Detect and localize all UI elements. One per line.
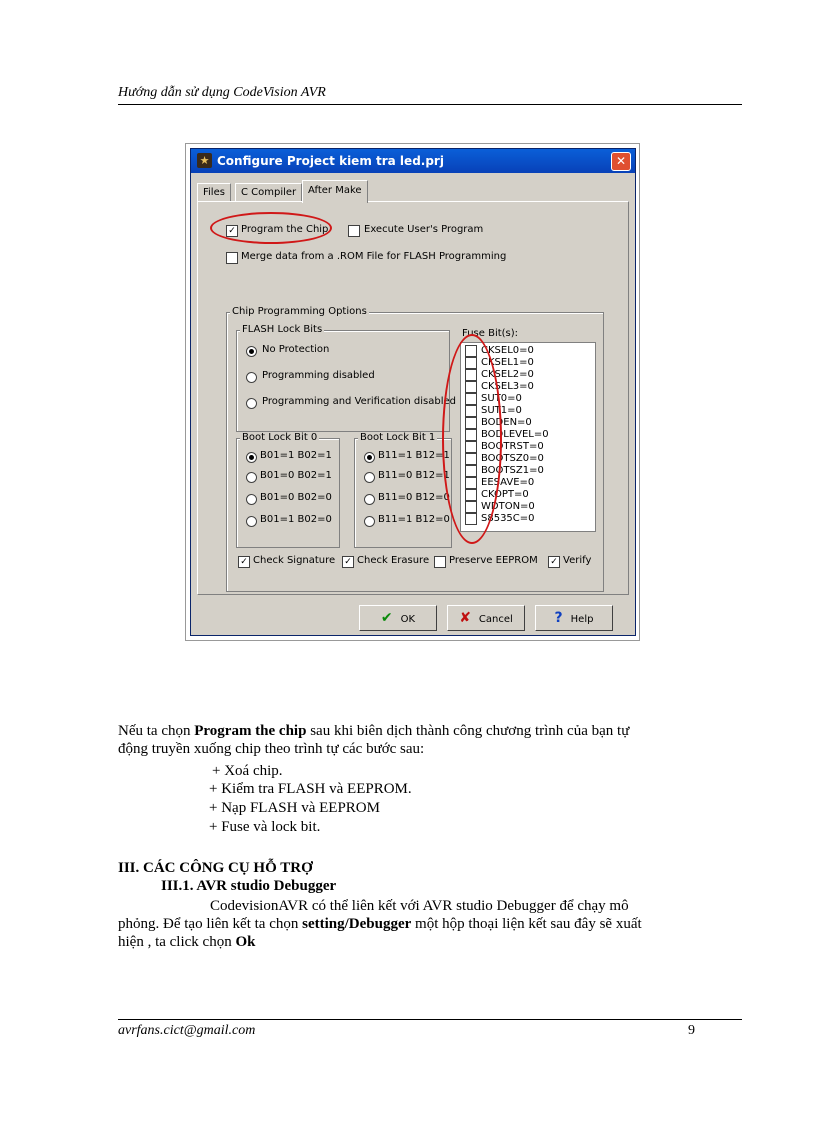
- program-chip-highlight: [210, 212, 332, 244]
- tab-page: [197, 201, 629, 595]
- prog-verif-disabled-label: Programming and Verification disabled: [262, 396, 457, 407]
- fuse-bits-title: Fuse Bit(s):: [462, 328, 519, 339]
- footer-email: avrfans.cict@gmail.com: [118, 1023, 256, 1038]
- help-label: Help: [570, 614, 594, 625]
- p1-text-a: Nếu ta chọn: [118, 723, 195, 739]
- fuse-item[interactable]: BODLEVEL=0: [465, 429, 477, 442]
- tab-after-make[interactable]: After Make: [302, 180, 368, 203]
- boot1-radio-3[interactable]: [364, 494, 375, 505]
- tab-c-compiler[interactable]: C Compiler: [235, 183, 302, 202]
- header-rule: [118, 104, 742, 105]
- fuse-item[interactable]: BOOTSZ1=0: [465, 465, 477, 478]
- cross-icon: ✘: [459, 610, 471, 626]
- boot-lock-1-title: Boot Lock Bit 1: [360, 432, 436, 443]
- help-button[interactable]: [535, 605, 613, 631]
- step-3: + Nạp FLASH và EEPROM: [209, 800, 380, 816]
- p2-text-e: hiện , ta click chọn: [118, 934, 236, 950]
- fuse-item[interactable]: S8535C=0: [465, 513, 477, 526]
- boot0-label-4: B01=1 B02=0: [260, 514, 332, 525]
- cancel-label: Cancel: [478, 614, 513, 625]
- verify-checkbox[interactable]: ✓: [548, 556, 560, 568]
- boot1-radio-1[interactable]: [364, 452, 375, 463]
- no-protection-radio[interactable]: [246, 346, 257, 357]
- ok-button[interactable]: [359, 605, 437, 631]
- no-protection-label: No Protection: [262, 344, 330, 355]
- fuse-item[interactable]: BOOTSZ0=0: [465, 453, 477, 466]
- p2-text-b: phỏng. Để tạo liên kết ta chọn: [118, 916, 303, 932]
- flash-lock-title: FLASH Lock Bits: [242, 324, 323, 335]
- fuse-item[interactable]: SUT1=0: [465, 405, 477, 418]
- fuse-item[interactable]: BODEN=0: [465, 417, 477, 430]
- boot0-radio-3[interactable]: [246, 494, 257, 505]
- boot1-label-2: B11=0 B12=1: [378, 470, 450, 481]
- boot1-label-1: B11=1 B12=1: [378, 450, 450, 461]
- verify-label: Verify: [563, 555, 592, 566]
- boot-lock-0-title: Boot Lock Bit 0: [242, 432, 318, 443]
- app-icon: ★: [197, 153, 212, 168]
- programming-disabled-radio[interactable]: [246, 372, 257, 383]
- title-bar: [191, 149, 635, 173]
- fuse-item[interactable]: EESAVE=0: [465, 477, 477, 490]
- fuse-item[interactable]: CKOPT=0: [465, 489, 477, 502]
- boot1-radio-4[interactable]: [364, 516, 375, 527]
- chip-options-title: Chip Programming Options: [232, 306, 367, 317]
- p2-bold-ok: Ok: [235, 934, 256, 950]
- check-erasure-checkbox[interactable]: ✓: [342, 556, 354, 568]
- p1-bold: Program the chip: [194, 723, 307, 739]
- subsection-heading: III.1. AVR studio Debugger: [161, 878, 337, 894]
- step-4: + Fuse và lock bit.: [209, 819, 321, 835]
- cancel-button[interactable]: [447, 605, 525, 631]
- programming-disabled-label: Programming disabled: [262, 370, 375, 381]
- close-icon[interactable]: ✕: [611, 152, 631, 171]
- p2-text-a: CodevisionAVR có thể liên kết với AVR studio Debugger để chạy mô: [210, 898, 629, 914]
- step-2: + Kiểm tra FLASH và EEPROM.: [209, 781, 412, 797]
- preserve-eeprom-checkbox[interactable]: [434, 556, 446, 568]
- execute-program-checkbox[interactable]: [348, 225, 360, 237]
- page-header: Hướng dẫn sử dụng CodeVision AVR: [118, 85, 326, 100]
- step-1: + Xoá chip.: [212, 763, 283, 779]
- p1-text-d: động truyền xuống chip theo trình tự các bước sau:: [118, 741, 425, 757]
- boot0-radio-1[interactable]: [246, 452, 257, 463]
- fuse-item[interactable]: CKSEL0=0: [465, 345, 477, 358]
- configure-project-dialog: [190, 148, 636, 636]
- fuse-item[interactable]: WDTON=0: [465, 501, 477, 514]
- p2-bold-setting: setting/Debugger: [302, 916, 412, 932]
- boot0-label-3: B01=0 B02=0: [260, 492, 332, 503]
- fuse-item[interactable]: CKSEL1=0: [465, 357, 477, 370]
- paragraph-1: [118, 722, 728, 758]
- check-signature-label: Check Signature: [253, 555, 336, 566]
- merge-data-label: Merge data from a .ROM File for FLASH Programming: [241, 251, 507, 262]
- check-signature-checkbox[interactable]: ✓: [238, 556, 250, 568]
- screenshot-figure: [185, 143, 640, 641]
- boot0-label-1: B01=1 B02=1: [260, 450, 332, 461]
- fuse-item[interactable]: SUT0=0: [465, 393, 477, 406]
- program-chip-checkbox[interactable]: ✓: [226, 225, 238, 237]
- fuse-item[interactable]: CKSEL3=0: [465, 381, 477, 394]
- check-icon: ✔: [380, 610, 393, 626]
- fuse-highlight: [442, 334, 502, 544]
- boot0-radio-2[interactable]: [246, 472, 257, 483]
- p1-text-c: sau khi biên dịch thành công chương trình của bạn tự: [306, 723, 630, 739]
- execute-program-label: Execute User's Program: [364, 224, 484, 235]
- program-chip-label: Program the Chip: [241, 224, 329, 235]
- tab-files[interactable]: Files: [197, 183, 231, 202]
- fuse-item[interactable]: CKSEL2=0: [465, 369, 477, 382]
- boot0-label-2: B01=0 B02=1: [260, 470, 332, 481]
- preserve-eeprom-label: Preserve EEPROM: [449, 555, 538, 566]
- dialog-title: Configure Project kiem tra led.prj: [217, 154, 444, 168]
- boot1-radio-2[interactable]: [364, 472, 375, 483]
- boot0-radio-4[interactable]: [246, 516, 257, 527]
- prog-verif-disabled-radio[interactable]: [246, 398, 257, 409]
- p2-text-d: một hộp thoại liện kết sau đây sẽ xuất: [411, 916, 642, 932]
- boot1-label-4: B11=1 B12=0: [378, 514, 450, 525]
- section-heading: III. CÁC CÔNG CỤ HỖ TRỢ: [118, 860, 313, 876]
- footer-rule: [118, 1019, 742, 1020]
- question-icon: ?: [554, 610, 563, 626]
- check-erasure-label: Check Erasure: [357, 555, 430, 566]
- boot1-label-3: B11=0 B12=0: [378, 492, 450, 503]
- ok-label: OK: [400, 614, 416, 625]
- merge-data-checkbox[interactable]: [226, 252, 238, 264]
- fuse-item[interactable]: BOOTRST=0: [465, 441, 477, 454]
- page-number: 9: [688, 1023, 695, 1038]
- paragraph-2: [118, 897, 728, 951]
